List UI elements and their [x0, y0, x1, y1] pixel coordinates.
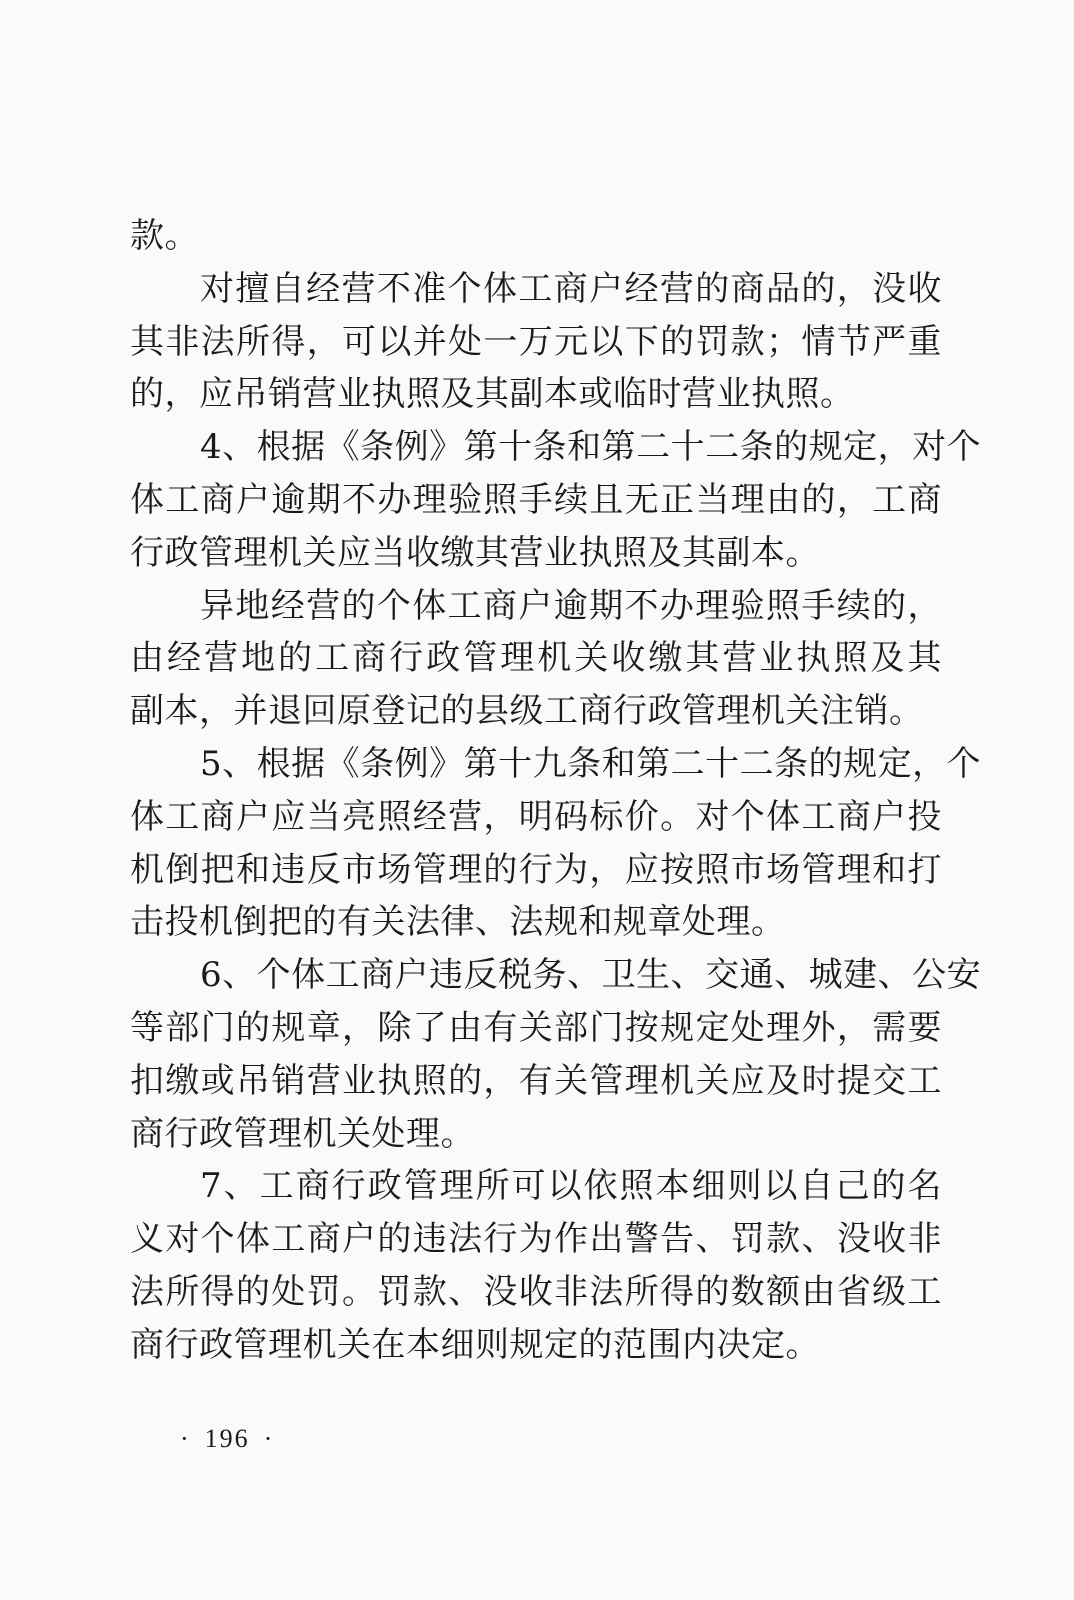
text-line: 5、根据《条例》第十九条和第二十二条的规定，个 — [200, 743, 982, 784]
body-text — [130, 210, 982, 1372]
text-line: 4、根据《条例》第十条和第二十二条的规定，对个 — [200, 427, 982, 468]
text-line: 6、个体工商户违反税务、卫生、交通、城建、公安 — [200, 955, 982, 996]
text-line: 等部门的规章，除了由有关部门按规定处理外，需要 — [130, 1007, 942, 1048]
text-line: 义对个体工商户的违法行为作出警告、罚款、没收非 — [130, 1219, 942, 1260]
page-number-value: 196 — [204, 1424, 250, 1453]
text-line: 扣缴或吊销营业执照的，有关管理机关应及时提交工 — [130, 1060, 942, 1101]
text-line: 异地经营的个体工商户逾期不办理验照手续的， — [200, 585, 942, 626]
text-line: 由经营地的工商行政管理机关收缴其营业执照及其 — [130, 638, 942, 679]
text-line: 行政管理机关应当收缴其营业执照及其副本。 — [130, 532, 820, 573]
page-number-bullet-left: · — [180, 1424, 191, 1453]
text-line: 体工商户逾期不办理验照手续且无正当理由的，工商 — [130, 479, 942, 520]
text-line: 其非法所得，可以并处一万元以下的罚款；情节严重 — [130, 321, 942, 362]
page-number-bullet-right: · — [263, 1424, 275, 1453]
text-line: 对擅自经营不准个体工商户经营的商品的，没收 — [200, 268, 942, 309]
text-line: 款。 — [130, 216, 199, 256]
page-number — [166, 1424, 288, 1454]
text-line: 法所得的处罚。罚款、没收非法所得的数额由省级工 — [130, 1271, 942, 1312]
text-line: 商行政管理机关处理。 — [130, 1113, 475, 1154]
text-line: 副本，并退回原登记的县级工商行政管理机关注销。 — [130, 691, 924, 732]
text-line: 体工商户应当亮照经营，明码标价。对个体工商户投 — [130, 796, 942, 837]
text-line: 的，应吊销营业执照及其副本或临时营业执照。 — [130, 374, 855, 415]
text-line: 商行政管理机关在本细则规定的范围内决定。 — [130, 1324, 820, 1365]
text-line: 机倒把和违反市场管理的行为，应按照市场管理和打 — [130, 849, 942, 890]
text-line: 击投机倒把的有关法律、法规和规章处理。 — [130, 902, 786, 943]
text-line: 7、工商行政管理所可以依照本细则以自己的名 — [200, 1166, 942, 1207]
